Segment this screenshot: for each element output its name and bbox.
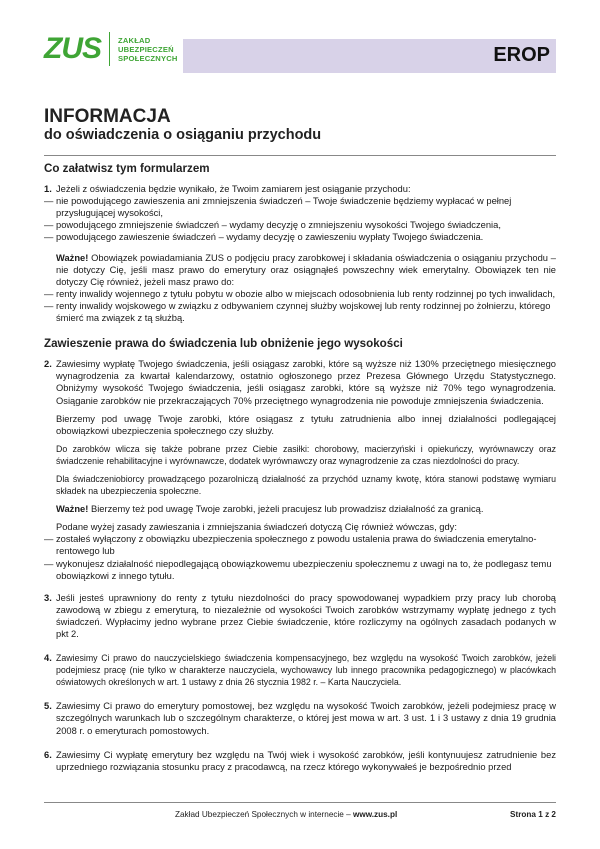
item-number: 3. (44, 592, 52, 603)
footer-link[interactable]: www.zus.pl (352, 810, 398, 819)
list-item-5 (44, 700, 556, 742)
dash-item: — renty inwalidy wojskowego w związku z odbywaniem czynnej służby wojskowej lub renty rodzinnej po żołnierzu, którego śmierć ma związek z tą służbą. (44, 300, 551, 324)
list-item-1 (44, 183, 556, 324)
document-body (44, 163, 556, 785)
important-note: Ważne! Bierzemy też pod uwagę Twoje zarobki, jeżeli pracujesz lub prowadzisz działalność za granicą. (56, 504, 484, 515)
logo-mark: ZUS (44, 32, 101, 65)
item-text: Zawiesimy wypłatę Twojego świadczenia, jeśli osiągasz zarobki, które są wyższe niż 130% przeciętnego miesięcznego wynagrodzenia za kwartał kalendarzowy, ostatnio ogłoszonego przez Prezesa Głównego Urzędu Statystycznego. Obniżymy wysokość Twojego świadczenia, jeśli osiągasz zarobki, które są wyższe niż 70% tego wynagrodzenia. Osiąganie zarobków nie przekraczających 70% przeciętnego wynagrodzenia nie powoduje zmniejszenia świadczenia. (56, 359, 556, 406)
item-text: Jeśli jesteś uprawniony do renty z tytułu niezdolności do pracy spowodowanej wypadkiem przy pracy lub chorobą zawodową w zbiegu z emeryturą, to niezależnie od wysokości Twoich zarobków wstrzymamy wypłatę jednego z tych świadczeń. Wypłacimy jedno wybrane przez Ciebie świadczenie, które rozliczymy na ogólnych zasadach podanych w pkt 2. (56, 592, 556, 639)
logo-line-3: SPOŁECZNYCH (118, 53, 178, 63)
item-text: Do zarobków wlicza się także pobrane przez Ciebie zasiłki: chorobowy, macierzyński i opiekuńczy, wyrównawczy oraz świadczenie rehabilitacyjne i wyrównawcze, dodatek wyrównawczy oraz wynagrodzenie za czas niezdolności do pracy. (56, 443, 556, 466)
logo-separator (109, 32, 110, 66)
item-text: Zawiesimy Ci prawo do nauczycielskiego świadczenia kompensacyjnego, bez względu na wysokość Twoich zarobków, jeżeli podejmiesz pracę (nie tylko w charakterze nauczyciela, wychowawcy lub innego pracownika pedagogicznego) w placówkach oświatowych określonych w art. 1 ustawy z dnia 26 stycznia 1982 r. – Karta Nauczyciela. (56, 653, 556, 688)
logo-text (118, 36, 178, 63)
logo-line-1: ZAKŁAD (118, 35, 151, 45)
zus-logo (44, 32, 178, 66)
form-code: EROP (493, 44, 550, 66)
document-title: INFORMACJA (44, 106, 171, 127)
logo-line-2: UBEZPIECZEŃ (118, 44, 174, 54)
item-number: 1. (44, 184, 52, 195)
item-text: Zawiesimy Ci wypłatę emerytury bez względu na Twój wiek i wysokość zarobków, jeśli kontynuujesz zatrudnienie bez uprzedniego rozwiązania stosunku pracy z pracodawcą, na rzecz którego wykonywałeś je bezpośrednio przed (56, 749, 556, 772)
dash-item: — renty inwalidy wojennego z tytułu pobytu w obozie albo w miejscach odosobnienia lub renty rodzinnej po tych inwalidach, (44, 288, 556, 299)
footer-text: Zakład Ubezpieczeń Społecznych w internecie – www.zus.pl (175, 810, 398, 819)
item-number: 5. (44, 701, 52, 712)
item-number: 2. (44, 359, 52, 370)
header (0, 0, 600, 80)
item-text: Jeżeli z oświadczenia będzie wynikało, że Twoim zamiarem jest osiąganie przychodu: (56, 184, 411, 195)
dash-item: — powodującego zawieszenie świadczeń – wydamy decyzję o zawieszeniu wypłaty Twojego świadczenia. (44, 232, 484, 243)
important-note: Ważne! Obowiązek powiadamiania ZUS o podjęciu pracy zarobkowej i składania oświadczenia o osiąganiu przychodu – nie dotyczy Cię, jeśli masz prawo do emerytury oraz osiągnąłeś powszechny wiek emerytalny. Obowiązek ten nie dotyczy Cię również, jeżeli masz prawo do: (56, 252, 556, 287)
list-item-3 (44, 592, 556, 646)
section-heading: Co załatwisz tym formularzem (44, 162, 210, 175)
section-heading: Zawieszenie prawa do świadczenia lub obniżenie jego wysokości (44, 337, 403, 351)
item-text: Bierzemy pod uwagę Twoje zarobki, które osiągasz z tytułu zatrudnienia albo innej działalności podlegającej obowiązkowi ubezpieczenia społecznego czy służby. (56, 413, 556, 436)
dash-item: — powodującego zmniejszenie świadczeń – wydamy decyzję o zmniejszeniu wysokości Twojego świadczenia, (44, 220, 501, 231)
footer-divider (44, 802, 556, 803)
page-number: Strona 1 z 2 (510, 810, 556, 819)
document-subtitle: do oświadczenia o osiąganiu przychodu (44, 127, 322, 143)
form-code-band (183, 39, 556, 73)
dash-item: — nie powodującego zawieszenia ani zmniejszenia świadczeń – Twoje świadczenie będziemy wypłacać w pełnej przysługującej wysokości, (44, 196, 512, 219)
list-item-4 (44, 652, 556, 694)
item-text: Dla świadczeniobiorcy prowadzącego pozarolniczą działalność za przychód uznamy kwotę, która stanowi podstawę wymiaru składek na ubezpieczenia społeczne. (56, 473, 556, 497)
item-number: 6. (44, 749, 52, 760)
dash-item: — wykonujesz działalność niepodlegającą obowiązkowemu ubezpieczeniu społecznemu z uwagi na to, że podlegasz temu obowiązkowi z innego tytułu. (44, 558, 552, 581)
list-item-6 (44, 749, 556, 779)
title-divider (44, 155, 556, 156)
item-number: 4. (44, 653, 52, 664)
item-text: Podane wyżej zasady zawieszania i zmniejszania świadczeń dotyczą Cię również wówczas, gdy: (56, 522, 457, 533)
list-item-2 (44, 358, 556, 586)
dash-item: — zostałeś wyłączony z obowiązku ubezpieczenia społecznego z powodu ustalenia prawa do świadczenia emerytalno-rentowego lub (44, 534, 537, 557)
item-text: Zawiesimy Ci prawo do emerytury pomostowej, bez względu na wysokość Twoich zarobków, jeżeli podejmiesz pracę w szczególnych warunkach lub o szczególnym charakterze, o której jest mowa w art. 3 ust. 1 i 3 ustawy z dnia 19 grudnia 2008 r. o emeryturach pomostowych. (56, 701, 556, 736)
